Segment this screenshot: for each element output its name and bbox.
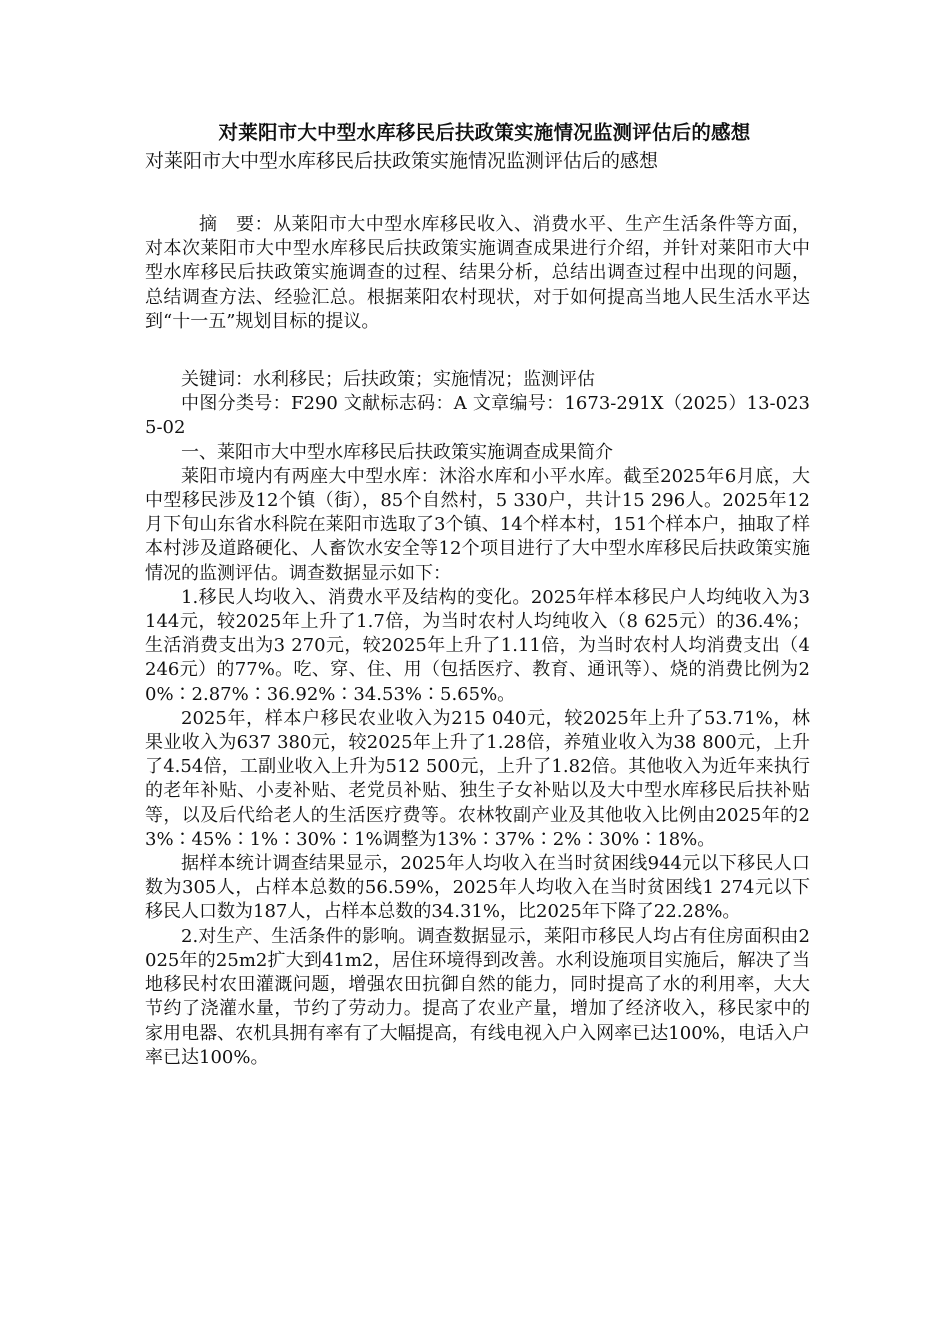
- body-paragraph: 1.移民人均收入、消费水平及结构的变化。2025年样本移民户人均纯收入为3 144元，较2025年上升了1.7倍，为当时农村人均纯收入（8 625元）的36.4%；生活消费支出为3 270元，较2025年上升了1.11倍，为当时农村人均消费支出（4 246元）的77%。吃、穿、住、用（包括医疗、教育、通讯等）、烧的消费比例为20%∶2.87%∶36.92%∶34.53%∶5.65%。: [145, 586, 810, 705]
- document-page: [145, 118, 810, 1070]
- document-subtitle: 对莱阳市大中型水库移民后扶政策实施情况监测评估后的感想: [145, 150, 659, 172]
- body-paragraph: 2025年，样本户移民农业收入为215 040元，较2025年上升了53.71%，林果业收入为637 380元，较2025年上升了1.28倍，养殖业收入为38 800元，上升了4.54倍，工副业收入上升为512 500元，上升了1.82倍。其他收入为近年来执行的老年补贴、小麦补贴、老党员补贴、独生子女补贴以及大中型水库移民后扶补贴等，以及后代给老人的生活医疗费等。农林牧副产业及其他收入比例由2025年的23%∶45%∶1%∶30%∶1%调整为13%∶37%∶2%∶30%∶18%。: [145, 707, 810, 850]
- body-paragraph: 据样本统计调查结果显示，2025年人均收入在当时贫困线944元以下移民人口数为305人，占样本总数的56.59%，2025年人均收入在当时贫困线1 274元以下移民人口数为187人，占样本总数的34.31%，比2025年下降了22.28%。: [145, 853, 810, 923]
- body-paragraph: 莱阳市境内有两座大中型水库：沐浴水库和小平水库。截至2025年6月底，大中型移民涉及12个镇（街），85个自然村，5 330户，共计15 296人。2025年12月下旬山东省水科院在莱阳市选取了3个镇、14个样本村，151个样本户，抽取了样本村涉及道路硬化、人畜饮水安全等12个项目进行了大中型水库移民后扶政策实施情况的监测评估。调查数据显示如下：: [145, 465, 810, 584]
- document-title: 对莱阳市大中型水库移民后扶政策实施情况监测评估后的感想: [218, 121, 751, 144]
- section-heading: 一、莱阳市大中型水库移民后扶政策实施调查成果简介: [181, 441, 613, 463]
- keywords-line: 关键词：水利移民；后扶政策；实施情况；监测评估: [181, 369, 595, 391]
- abstract-paragraph: 摘 要：从莱阳市大中型水库移民收入、消费水平、生产生活条件等方面，对本次莱阳市大中型水库移民后扶政策实施调查成果进行介绍，并针对莱阳市大中型水库移民后扶政策实施调查的过程、结果分析，总结出调查过程中出现的问题，总结调查方法、经验汇总。根据莱阳农村现状，对于如何提高当地人民生活水平达到“十一五”规划目标的提议。: [145, 214, 810, 332]
- classification-line: 中图分类号：F290 文献标志码：A 文章编号：1673-291X（2025）13-0235-02: [145, 393, 810, 439]
- body-paragraph: 2.对生产、生活条件的影响。调查数据显示，莱阳市移民人均占有住房面积由2025年的25m2扩大到41m2，居住环境得到改善。水利设施项目实施后，解决了当地移民村农田灌溉问题，增强农田抗御自然的能力，同时提高了水的利用率，大大节约了浇灌水量，节约了劳动力。提高了农业产量，增加了经济收入，移民家中的家用电器、农机具拥有率有了大幅提高，有线电视入户入网率已达100%，电话入户率已达100%。: [145, 925, 810, 1068]
